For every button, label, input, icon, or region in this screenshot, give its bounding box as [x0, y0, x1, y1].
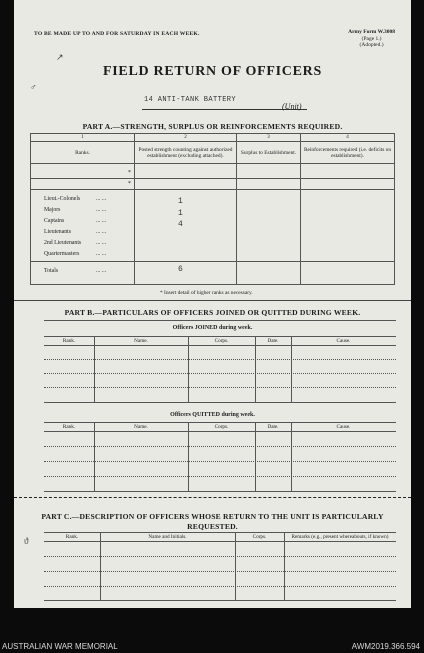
- posted-value-captains: 1: [178, 209, 183, 218]
- rank-label: 2nd Lieutenants: [44, 240, 82, 246]
- col-rule: [100, 532, 101, 600]
- row-rule: [30, 189, 395, 190]
- rule: [44, 541, 396, 542]
- leader-dots: ... ...: [96, 229, 107, 235]
- quitted-col-corps: Corps.: [214, 424, 229, 430]
- col-rule: [94, 422, 95, 491]
- rule: [44, 345, 396, 346]
- unit-value: 14 ANTI-TANK BATTERY: [144, 96, 237, 104]
- reinforcements-body: [301, 164, 395, 285]
- reinforcements-header: Reinforcements required (i.e. deficits on establishment).: [301, 142, 395, 164]
- col-rule: [94, 336, 95, 402]
- footnote: * Insert detail of higher ranks as necessary.: [160, 290, 253, 296]
- col-number-2: 2: [135, 134, 237, 142]
- partc-col-corps: Corps.: [252, 534, 267, 540]
- rule: [44, 532, 396, 533]
- joined-col-date: Date.: [267, 338, 279, 344]
- col-rule: [188, 422, 189, 491]
- col-number-3: 3: [237, 134, 301, 142]
- col-number-4: 4: [301, 134, 395, 142]
- col-rule: [235, 532, 236, 600]
- form-page: (Page 1.): [361, 35, 382, 42]
- rule: [44, 461, 396, 462]
- totals-label: Totals: [44, 268, 59, 274]
- rule: [44, 359, 396, 360]
- rule: [44, 373, 396, 374]
- rule: [44, 336, 396, 337]
- part-c-heading-line2: REQUESTED.: [187, 522, 238, 531]
- rule: [44, 320, 396, 321]
- part-c-heading: [14, 512, 411, 532]
- col-rule: [255, 422, 256, 491]
- perforation-line: [14, 497, 411, 498]
- form-status: (Adopted.): [359, 42, 384, 48]
- surplus-header: Surplus to Establishment.: [237, 142, 301, 164]
- rule: [44, 571, 396, 572]
- partc-col-remarks: Remarks (e.g., present whereabouts, if known): [291, 534, 389, 540]
- ranks-body: [31, 164, 135, 285]
- col-rule: [188, 336, 189, 402]
- form-name: Army Form W.3008: [348, 29, 395, 35]
- rule: [44, 476, 396, 477]
- row-rule: [30, 261, 395, 262]
- rank-label: Captains: [44, 218, 65, 224]
- leader-dots: ... ...: [96, 218, 107, 224]
- col-number-1: 1: [31, 134, 135, 142]
- joined-col-rank: Rank.: [62, 338, 76, 344]
- ranks-header: Ranks.: [31, 142, 135, 164]
- rank-label: Majors: [44, 207, 61, 213]
- totals-value: 6: [178, 265, 183, 274]
- header-note: TO BE MADE UP TO AND FOR SATURDAY IN EACH WEEK.: [34, 31, 200, 37]
- joined-col-name: Name.: [134, 338, 148, 344]
- rule: [44, 491, 396, 492]
- part-b-heading: PART B.—PARTICULARS OF OFFICERS JOINED OR QUITTED DURING WEEK.: [64, 308, 361, 317]
- rule: [44, 402, 396, 403]
- pencil-mark: ♂: [30, 82, 37, 92]
- part-a-table: [30, 133, 395, 285]
- pencil-mark: ϑ: [24, 536, 29, 546]
- quitted-col-date: Date.: [267, 424, 279, 430]
- partc-col-rank: Rank.: [65, 534, 79, 540]
- leader-dots: ... ...: [96, 240, 107, 246]
- part-c-heading-line1: PART C.—DESCRIPTION OF OFFICERS WHOSE RETURN TO THE UNIT IS PARTICULARLY: [41, 512, 384, 521]
- quitted-title: Officers QUITTED during week.: [170, 412, 255, 418]
- rank-label: Lieut.-Colonels: [44, 196, 81, 202]
- joined-title: Officers JOINED during week.: [172, 325, 253, 331]
- higher-rank-star-2: *: [128, 181, 131, 187]
- rule: [44, 600, 396, 601]
- col-rule: [284, 532, 285, 600]
- partc-col-name: Name and Initials.: [148, 534, 187, 540]
- part-a-heading: PART A.—STRENGTH, SURPLUS OR REINFORCEMENTS REQUIRED.: [82, 122, 343, 131]
- page-title: FIELD RETURN OF OFFICERS: [103, 64, 322, 79]
- form-page: [14, 0, 411, 608]
- col-rule: [255, 336, 256, 402]
- rule: [44, 586, 396, 587]
- quitted-col-cause: Cause.: [336, 424, 351, 430]
- posted-value-lieutenants: 4: [178, 220, 183, 229]
- leader-dots: ... ...: [96, 251, 107, 257]
- leader-dots: ... ...: [96, 207, 107, 213]
- col-rule: [291, 336, 292, 402]
- rule: [44, 422, 396, 423]
- row-rule: [30, 178, 395, 179]
- joined-col-cause: Cause.: [336, 338, 351, 344]
- rank-label: Quartermasters: [44, 251, 80, 257]
- quitted-col-rank: Rank.: [62, 424, 76, 430]
- army-form-reference: [348, 29, 395, 49]
- pencil-mark: ↗: [56, 52, 64, 62]
- joined-col-corps: Corps.: [214, 338, 229, 344]
- unit-label: (Unit): [282, 102, 302, 111]
- posted-strength-header: Posted strength counting against authorized establishment (excluding attached).: [135, 142, 237, 164]
- posted-value-majors: 1: [178, 197, 183, 206]
- higher-rank-star-1: *: [128, 170, 131, 176]
- footer-accession: AWM2019.366.594: [351, 642, 420, 651]
- posted-body: [135, 164, 237, 285]
- footer-source: AUSTRALIAN WAR MEMORIAL: [2, 642, 118, 651]
- col-rule: [291, 422, 292, 491]
- leader-dots: ... ...: [96, 196, 107, 202]
- rule: [44, 446, 396, 447]
- rank-label: Lieutenants: [44, 229, 72, 235]
- leader-dots: ... ...: [96, 268, 107, 274]
- surplus-body: [237, 164, 301, 285]
- rule: [44, 556, 396, 557]
- rule: [44, 431, 396, 432]
- rule: [44, 387, 396, 388]
- quitted-col-name: Name.: [134, 424, 148, 430]
- section-divider: [14, 300, 411, 301]
